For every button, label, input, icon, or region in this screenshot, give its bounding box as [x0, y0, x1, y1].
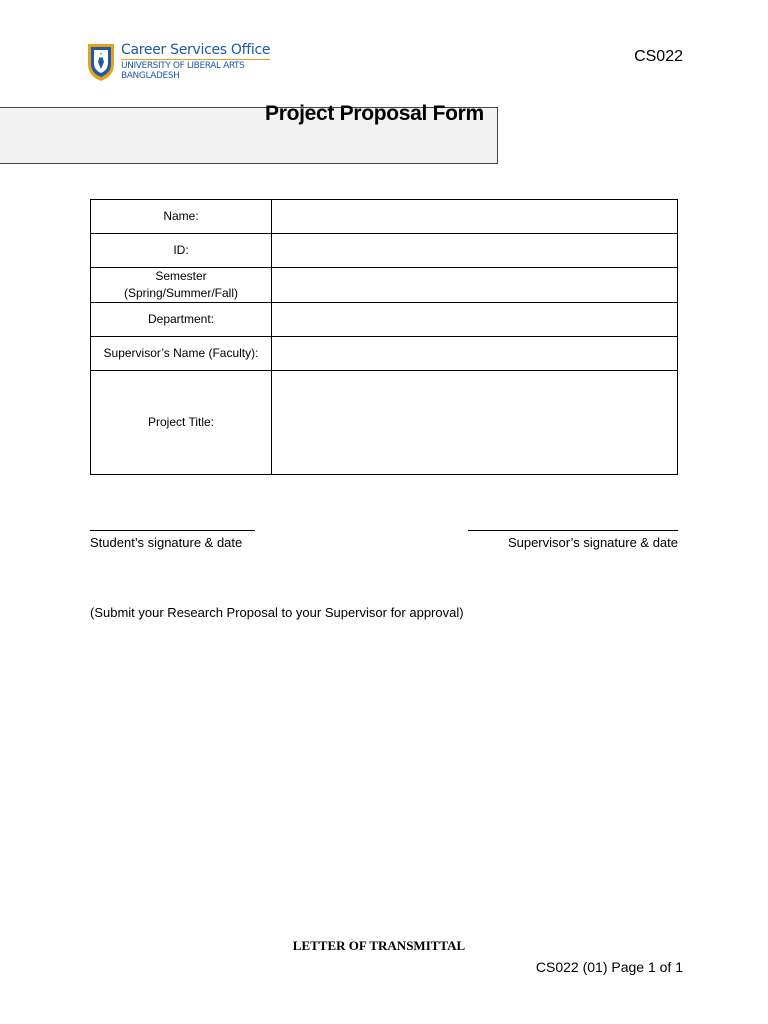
form-title: Project Proposal Form — [265, 102, 484, 125]
logo-subtitle-line2: BANGLADESH — [121, 70, 180, 81]
supervisor-signature-block — [468, 516, 678, 550]
semester-label-line2: (Spring/Summer/Fall) — [123, 285, 239, 300]
table-row — [91, 268, 678, 303]
name-field[interactable] — [272, 200, 678, 234]
logo-subtitle-line1: UNIVERSITY OF LIBERAL ARTS — [121, 61, 245, 71]
university-logo — [86, 42, 270, 82]
department-field[interactable] — [272, 302, 678, 336]
supervisor-name-label: Supervisor’s Name (Faculty): — [91, 336, 272, 370]
footer-heading: LETTER OF TRANSMITTAL — [292, 938, 466, 953]
id-field[interactable] — [272, 234, 678, 268]
crest-icon — [86, 42, 116, 82]
supervisor-signature-line[interactable] — [468, 516, 678, 531]
department-label: Department: — [91, 302, 272, 336]
semester-field[interactable] — [272, 268, 678, 303]
semester-label-line1: Semester — [155, 269, 207, 283]
logo-name: Career Services Office — [121, 42, 271, 58]
supervisor-signature-label: Supervisor’s signature & date — [507, 535, 678, 550]
id-label: ID: — [91, 234, 272, 268]
name-label: Name: — [91, 200, 272, 234]
semester-label — [91, 268, 272, 303]
document-code: CS022 — [634, 48, 683, 65]
supervisor-name-field[interactable] — [272, 336, 678, 370]
student-signature-label: Student’s signature & date — [90, 535, 243, 550]
page-info: CS022 (01) Page 1 of 1 — [535, 959, 683, 975]
table-row — [91, 234, 678, 268]
table-row — [91, 200, 678, 234]
student-signature-block — [90, 516, 255, 550]
table-row — [91, 302, 678, 336]
table-row — [91, 336, 678, 370]
student-signature-line[interactable] — [90, 516, 255, 531]
project-title-field[interactable] — [272, 370, 678, 474]
submission-instruction: (Submit your Research Proposal to your Supervisor for approval) — [90, 605, 464, 620]
proposal-form-table — [90, 199, 678, 475]
table-row — [91, 370, 678, 474]
project-title-label: Project Title: — [91, 370, 272, 474]
